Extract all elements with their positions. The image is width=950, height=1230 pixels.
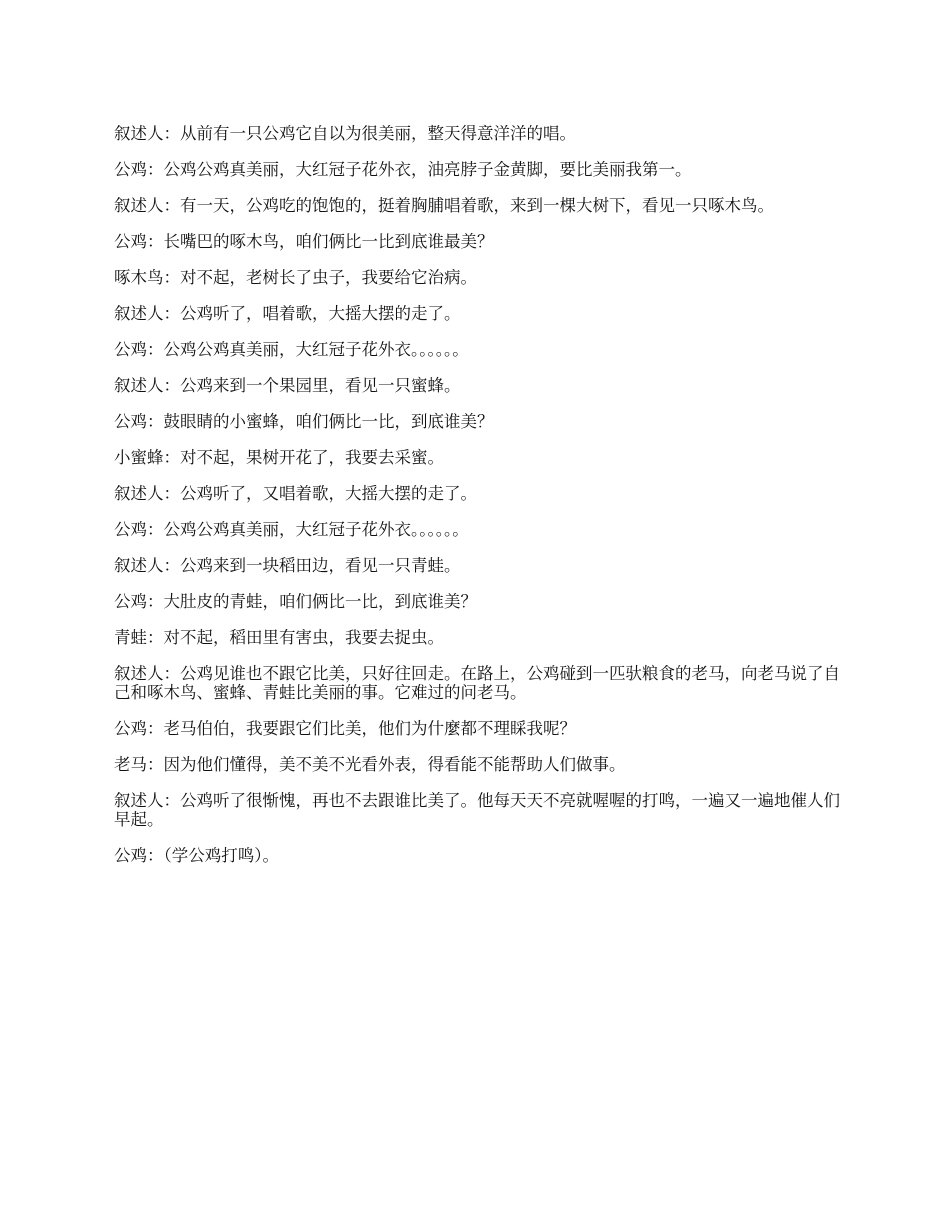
- paragraph-narrator-3: 叙述人：公鸡听了，唱着歌，大摇大摆的走了。: [114, 304, 461, 323]
- paragraph-rooster-1: 公鸡：公鸡公鸡真美丽，大红冠子花外衣，油亮脖子金黄脚，要比美丽我第一。: [114, 160, 692, 179]
- paragraph-narrator-1: 叙述人：从前有一只公鸡它自以为很美丽，整天得意洋洋的唱。: [114, 124, 576, 143]
- paragraph-old-horse: 老马：因为他们懂得，美不美不光看外表，得看能不能帮助人们做事。: [114, 755, 626, 774]
- paragraph-bee: 小蜜蜂：对不起，果树开花了，我要去采蜜。: [114, 448, 444, 467]
- paragraph-narrator-5: 叙述人：公鸡听了，又唱着歌，大摇大摆的走了。: [114, 484, 477, 503]
- document-body: [114, 124, 844, 882]
- paragraph-rooster-8: 公鸡：（学公鸡打鸣）。: [114, 846, 279, 865]
- paragraph-narrator-4: 叙述人：公鸡来到一个果园里，看见一只蜜蜂。: [114, 376, 461, 395]
- paragraph-narrator-7: 叙述人：公鸡见谁也不跟它比美，只好往回走。在路上，公鸡碰到一匹驮粮食的老马，向老马说了自己和啄木鸟、蜜蜂、青蛙比美丽的事。它难过的问老马。: [114, 664, 840, 702]
- paragraph-rooster-6: 公鸡：大肚皮的青蛙，咱们俩比一比，到底谁美？: [114, 592, 477, 611]
- paragraph-rooster-3: 公鸡：公鸡公鸡真美丽，大红冠子花外衣。。。。。。: [114, 340, 469, 359]
- paragraph-narrator-6: 叙述人：公鸡来到一块稻田边，看见一只青蛙。: [114, 556, 461, 575]
- paragraph-narrator-8: 叙述人：公鸡听了很惭愧，再也不去跟谁比美了。他每天天不亮就喔喔的打鸣，一遍又一遍地催人们早起。: [114, 791, 840, 829]
- paragraph-rooster-2: 公鸡：长嘴巴的啄木鸟，咱们俩比一比到底谁最美？: [114, 232, 494, 251]
- paragraph-rooster-4: 公鸡：鼓眼睛的小蜜蜂，咱们俩比一比，到底谁美？: [114, 412, 494, 431]
- paragraph-narrator-2: 叙述人：有一天，公鸡吃的饱饱的，挺着胸脯唱着歌，来到一棵大树下，看见一只啄木鸟。: [114, 196, 774, 215]
- paragraph-woodpecker: 啄木鸟：对不起，老树长了虫子，我要给它治病。: [114, 268, 477, 287]
- paragraph-rooster-7: 公鸡：老马伯伯，我要跟它们比美，他们为什麼都不理睬我呢？: [114, 719, 576, 738]
- paragraph-frog: 青蛙：对不起，稻田里有害虫，我要去捉虫。: [114, 628, 444, 647]
- paragraph-rooster-5: 公鸡：公鸡公鸡真美丽，大红冠子花外衣。。。。。。: [114, 520, 469, 539]
